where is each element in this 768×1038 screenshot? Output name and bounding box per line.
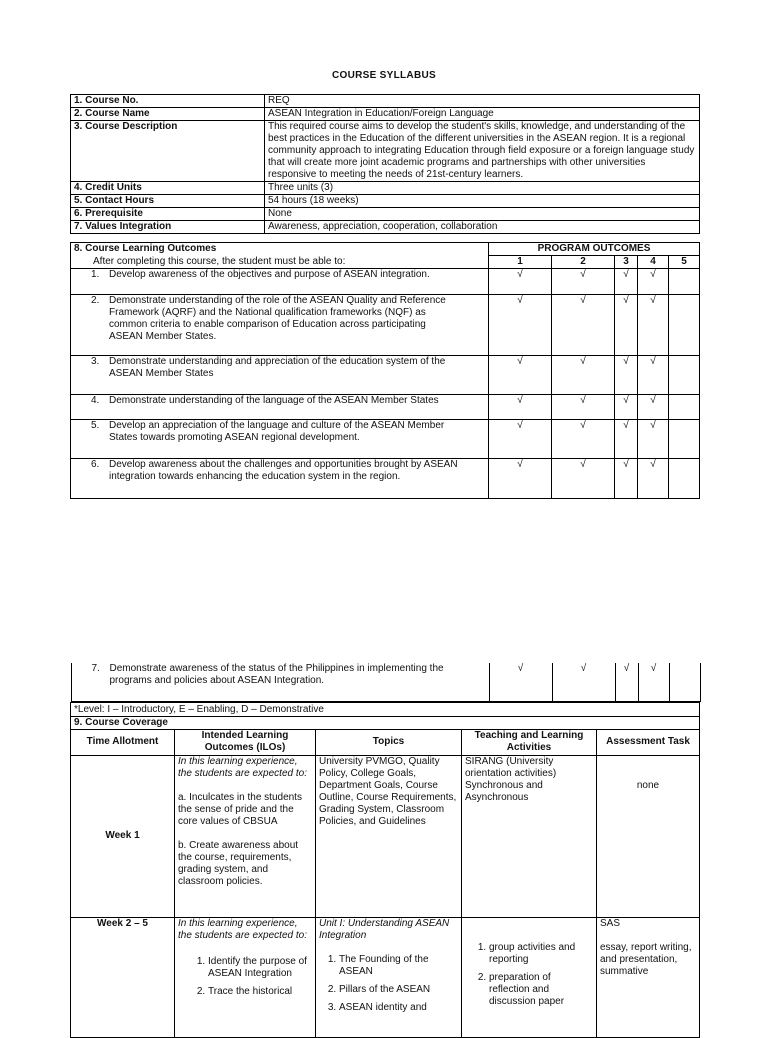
outcome-number: 1. bbox=[91, 269, 100, 280]
empty-check-cell bbox=[669, 420, 700, 459]
week-2-ilo-item: 1. Identify the purpose of ASEAN Integration bbox=[208, 956, 312, 980]
checkmark-cell: √ bbox=[489, 269, 552, 295]
checkmark-cell: √ bbox=[638, 295, 669, 356]
checkmark-cell: √ bbox=[615, 459, 638, 499]
info-value: None bbox=[265, 208, 700, 221]
outcome-row bbox=[71, 269, 700, 295]
info-label: 5. Contact Hours bbox=[71, 195, 265, 208]
program-outcomes-label: PROGRAM OUTCOMES bbox=[489, 243, 700, 256]
info-row bbox=[71, 121, 700, 182]
info-row bbox=[71, 208, 700, 221]
checkmark-cell: √ bbox=[552, 395, 615, 420]
outcome-number: 5. bbox=[91, 420, 100, 431]
outcome-text-cell bbox=[71, 269, 489, 295]
info-label: 3. Course Description bbox=[71, 121, 265, 182]
week-2-row bbox=[71, 917, 700, 1037]
week-2-topic-item: 3. ASEAN identity and bbox=[339, 1002, 458, 1014]
outcome-row bbox=[71, 295, 700, 356]
week-1-ilo-a: a. Inculcates in the students the sense of pride and the core values of CBSUA bbox=[178, 791, 302, 827]
level-note: *Level: I – Introductory, E – Enabling, D – Demonstrative bbox=[71, 702, 700, 716]
outcome-number: 2. bbox=[91, 295, 100, 306]
week-2-activity-item: 1. group activities and reporting bbox=[489, 942, 593, 966]
checkmark-cell: √ bbox=[615, 663, 638, 701]
info-value: REQ bbox=[265, 95, 700, 108]
coverage-col-header: Assessment Task bbox=[597, 729, 700, 755]
info-label: 2. Course Name bbox=[71, 108, 265, 121]
info-label: 1. Course No. bbox=[71, 95, 265, 108]
week-2-time: Week 2 – 5 bbox=[71, 917, 175, 1037]
week-1-topics: University PVMGO, Quality Policy, College Goals, Department Goals, Course Outline, Course Requirements, Grading System, Classroom Policies, and Guidelines bbox=[316, 755, 462, 917]
outcome-row bbox=[71, 459, 700, 499]
info-row bbox=[71, 221, 700, 234]
checkmark-cell: √ bbox=[489, 295, 552, 356]
outcome-number: 6. bbox=[91, 459, 100, 470]
outcome-text-cell bbox=[71, 459, 489, 499]
info-row bbox=[71, 195, 700, 208]
info-row bbox=[71, 95, 700, 108]
coverage-col-header: Time Allotment bbox=[71, 729, 175, 755]
checkmark-cell: √ bbox=[615, 269, 638, 295]
checkmark-cell: √ bbox=[552, 459, 615, 499]
checkmark-cell: √ bbox=[638, 459, 669, 499]
course-info-table bbox=[70, 94, 700, 234]
coverage-col-header: Teaching and Learning Activities bbox=[462, 729, 597, 755]
outcome-text: Demonstrate understanding of the role of the ASEAN Quality and Reference Framework (AQRF) and the National qualification frameworks (NQF) as common criteria to enable comparison of Education across participating ASEAN Member States. bbox=[109, 295, 446, 342]
checkmark-cell: √ bbox=[552, 295, 615, 356]
checkmark-cell: √ bbox=[489, 395, 552, 420]
outcome-text: Develop awareness of the objectives and purpose of ASEAN integration. bbox=[109, 269, 430, 280]
empty-check-cell bbox=[669, 459, 700, 499]
checkmark-cell: √ bbox=[638, 356, 669, 395]
po-number: 1 bbox=[489, 256, 552, 269]
course-coverage-table bbox=[70, 663, 700, 1038]
outcome-text-cell bbox=[71, 356, 489, 395]
checkmark-cell: √ bbox=[489, 663, 552, 701]
po-number: 5 bbox=[669, 256, 700, 269]
checkmark-cell: √ bbox=[552, 663, 615, 701]
coverage-col-header: Intended Learning Outcomes (ILOs) bbox=[175, 729, 316, 755]
week-2-assessment-type: SAS bbox=[600, 917, 621, 929]
week-1-ilo-b: b. Create awareness about the course, requirements, grading system, and classroom policies. bbox=[178, 839, 299, 887]
checkmark-cell: √ bbox=[552, 420, 615, 459]
course-outcomes-table bbox=[70, 242, 700, 499]
po-number: 2 bbox=[552, 256, 615, 269]
week-2-topic-item: 1. The Founding of the ASEAN bbox=[339, 954, 458, 978]
week-1-time: Week 1 bbox=[71, 755, 175, 917]
checkmark-cell: √ bbox=[638, 663, 669, 701]
checkmark-cell: √ bbox=[552, 356, 615, 395]
outcome-text: Develop awareness about the challenges and opportunities brought by ASEAN integration towards enhancing the education system in the region. bbox=[109, 459, 458, 482]
coverage-header: 9. Course Coverage bbox=[71, 716, 700, 729]
week-2-ilo-intro: In this learning experience, the students are expected to: bbox=[178, 917, 307, 941]
outcome-row bbox=[71, 356, 700, 395]
outcome-text: Demonstrate understanding and appreciation of the education system of the ASEAN Member States bbox=[109, 356, 446, 379]
page-title: COURSE SYLLABUS bbox=[332, 70, 436, 81]
week-1-activities: SIRANG (University orientation activities) Synchronous and Asynchronous bbox=[462, 755, 597, 917]
empty-check-cell bbox=[669, 395, 700, 420]
outcome-text-cell bbox=[71, 295, 489, 356]
week-2-topics-intro: Unit I: Understanding ASEAN Integration bbox=[319, 917, 450, 941]
checkmark-cell: √ bbox=[489, 420, 552, 459]
week-2-activity-item: 2. preparation of reflection and discussion paper bbox=[489, 972, 593, 1008]
po-number: 4 bbox=[638, 256, 669, 269]
checkmark-cell: √ bbox=[489, 459, 552, 499]
info-value: Awareness, appreciation, cooperation, collaboration bbox=[265, 221, 700, 234]
info-value: 54 hours (18 weeks) bbox=[265, 195, 700, 208]
checkmark-cell: √ bbox=[615, 356, 638, 395]
outcome-number: 3. bbox=[91, 356, 100, 367]
po-number: 3 bbox=[615, 256, 638, 269]
info-row bbox=[71, 182, 700, 195]
week-2-topic-item: 2. Pillars of the ASEAN bbox=[339, 984, 458, 996]
week-2-assessment-tasks: essay, report writing, and presentation, summative bbox=[600, 941, 692, 977]
empty-check-cell bbox=[669, 295, 700, 356]
outcome-number: 7. bbox=[91, 663, 100, 674]
info-row bbox=[71, 108, 700, 121]
checkmark-cell: √ bbox=[489, 356, 552, 395]
info-label: 4. Credit Units bbox=[71, 182, 265, 195]
outcome-number: 4. bbox=[91, 395, 100, 406]
checkmark-cell: √ bbox=[638, 420, 669, 459]
empty-check-cell bbox=[669, 356, 700, 395]
checkmark-cell: √ bbox=[615, 420, 638, 459]
outcome-text: Demonstrate awareness of the status of the Philippines in implementing the programs and policies about ASEAN Integration. bbox=[109, 663, 444, 686]
outcome-row bbox=[71, 420, 700, 459]
coverage-col-header: Topics bbox=[316, 729, 462, 755]
outcome-text-cell bbox=[71, 420, 489, 459]
outcome-text-cell bbox=[71, 663, 489, 701]
info-value: This required course aims to develop the student's skills, knowledge, and understanding of the best practices in the Education of the different universities in the ASEAN region. It is a regional community approach to integrating Education through field exposure or a foreign language study that will create more joint academic programs and partnerships with other universities responsive to meeting the needs of 21st-century learners. bbox=[265, 121, 700, 182]
week-2-ilo-item: 2. Trace the historical bbox=[208, 986, 312, 998]
outcome-text: Develop an appreciation of the language and culture of the ASEAN Member States towards promoting ASEAN regional development. bbox=[109, 420, 445, 443]
info-label: 6. Prerequisite bbox=[71, 208, 265, 221]
checkmark-cell: √ bbox=[638, 269, 669, 295]
checkmark-cell: √ bbox=[615, 395, 638, 420]
outcome-row bbox=[71, 395, 700, 420]
info-value: Three units (3) bbox=[265, 182, 700, 195]
checkmark-cell: √ bbox=[615, 295, 638, 356]
outcomes-intro: After completing this course, the student must be able to: bbox=[71, 256, 489, 269]
week-1-assessment: none bbox=[597, 755, 700, 917]
empty-check-cell bbox=[669, 269, 700, 295]
outcomes-header: 8. Course Learning Outcomes bbox=[71, 243, 489, 256]
info-label: 7. Values Integration bbox=[71, 221, 265, 234]
outcome-text-cell bbox=[71, 395, 489, 420]
info-value: ASEAN Integration in Education/Foreign Language bbox=[265, 108, 700, 121]
checkmark-cell: √ bbox=[552, 269, 615, 295]
outcome-text: Demonstrate understanding of the language of the ASEAN Member States bbox=[109, 395, 439, 406]
week-1-ilo-intro: In this learning experience, the students are expected to: bbox=[178, 755, 307, 779]
outcome-row-7 bbox=[71, 663, 700, 702]
week-1-row bbox=[71, 755, 700, 917]
checkmark-cell: √ bbox=[638, 395, 669, 420]
empty-check-cell bbox=[669, 663, 700, 701]
